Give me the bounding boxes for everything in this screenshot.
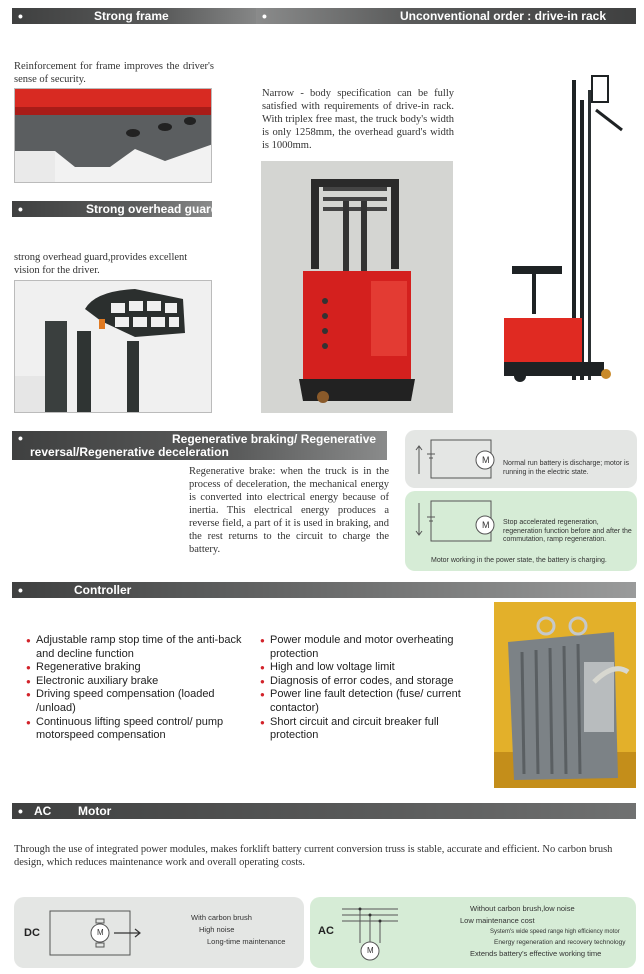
strong-frame-text: Reinforcement for frame improves the driver's sense of security. xyxy=(14,61,214,85)
regen-text: Regenerative brake: when the truck is in the process of deceleration, the mechanical energy is converted into electrical energy because of inertia. This electrical energy produces a reverse field, a part of it is used in braking, and the rest returns to the circuit to charge the battery. xyxy=(189,466,389,555)
section-title-a: AC xyxy=(34,804,52,818)
overhead-guard-photo xyxy=(14,280,212,413)
section-title: Strong overhead guard xyxy=(86,202,219,216)
motor-label: M xyxy=(367,946,374,955)
truck-front-photo xyxy=(261,161,453,413)
regen-header xyxy=(12,431,387,460)
ac-label: AC xyxy=(318,925,334,937)
motor-label: M xyxy=(97,928,104,937)
ac-line: Low maintenance cost xyxy=(460,916,535,925)
bullet-icon: • xyxy=(262,8,267,24)
controller-list-right xyxy=(260,634,482,743)
diagram1-text: Normal run battery is discharge; motor is running in the electric state. xyxy=(503,460,630,476)
controller-list-left xyxy=(26,634,246,743)
list-item: ● Power line fault detection (fuse/ current contactor) xyxy=(260,688,482,715)
ac-line: System's wide speed range high efficiency motor xyxy=(490,929,620,935)
ac-line: Extends battery's effective working time xyxy=(470,949,602,958)
regen-title-line2: reversal/Regenerative deceleration xyxy=(30,445,229,459)
truck-side-photo xyxy=(498,70,638,400)
dc-line: Long-time maintenance xyxy=(207,937,286,946)
bullet-icon: • xyxy=(18,430,23,446)
list-item: ● High and low voltage limit xyxy=(260,661,482,675)
motor-label: M xyxy=(482,520,490,530)
list-item: ● Power module and motor overheating protection xyxy=(260,634,482,661)
dc-line: High noise xyxy=(199,925,235,934)
drive-in-header xyxy=(256,8,636,24)
motor-label: M xyxy=(482,455,490,465)
overhead-guard-text: strong overhead guard,provides excellent vision for the driver. xyxy=(14,252,188,276)
strong-frame-header xyxy=(12,8,266,24)
dc-line: With carbon brush xyxy=(191,913,252,922)
motor-photo xyxy=(494,602,636,788)
bullet-icon: • xyxy=(18,803,23,819)
ac-motor-text: Through the use of integrated power modules, makes forklift battery current conversion truss is stable, accurate and efficient. No carbon brush design, which reduces maintenance work and overall operating costs. xyxy=(14,844,613,868)
frame-photo xyxy=(14,88,212,183)
list-item: ● Short circuit and circuit breaker full protection xyxy=(260,716,482,743)
dc-motor-diagram xyxy=(14,897,304,968)
bullet-icon: • xyxy=(18,8,23,24)
list-item: ● Diagnosis of error codes, and storage xyxy=(260,675,482,689)
ac-motor-header xyxy=(12,803,636,819)
bullet-icon: • xyxy=(18,582,23,598)
list-item: ● Electronic auxiliary brake xyxy=(26,675,246,689)
list-item: ● Regenerative braking xyxy=(26,661,246,675)
section-title: Unconventional order : drive-in rack xyxy=(399,9,606,23)
list-item: ● Adjustable ramp stop time of the anti-back and decline function xyxy=(26,634,246,661)
regen-diagram-discharge xyxy=(405,430,637,488)
overhead-guard-header xyxy=(12,201,219,217)
regen-diagram-charge xyxy=(405,491,637,571)
bullet-icon: • xyxy=(18,201,23,217)
section-title-b: Motor xyxy=(78,804,112,818)
section-title: Strong frame xyxy=(94,9,169,23)
drive-in-text: Narrow - body specification can be fully satisfied with requirements of drive-in rack. With triplex free mast, the truck body's width is only 1258mm, the overhead guard's width is 1000mm. xyxy=(262,88,454,151)
list-item: ● Driving speed compensation (loaded /unload) xyxy=(26,688,246,715)
diagram2-caption: Motor working in the power state, the battery is charging. xyxy=(431,557,607,564)
list-item: ● Continuous lifting speed control/ pump motorspeed compensation xyxy=(26,716,246,743)
controller-header xyxy=(12,582,636,598)
diagram2-text: Stop accelerated regeneration, regeneration function before and after the commutation, ramp regeneration. xyxy=(503,519,632,543)
section-title: Controller xyxy=(74,583,132,597)
regen-title-line1: Regenerative braking/ Regenerative xyxy=(172,432,377,446)
dc-label: DC xyxy=(24,927,40,939)
ac-line: Energy regeneration and recovery technology xyxy=(494,939,626,946)
ac-motor-diagram xyxy=(310,897,636,968)
ac-line: Without carbon brush,low noise xyxy=(470,904,575,913)
